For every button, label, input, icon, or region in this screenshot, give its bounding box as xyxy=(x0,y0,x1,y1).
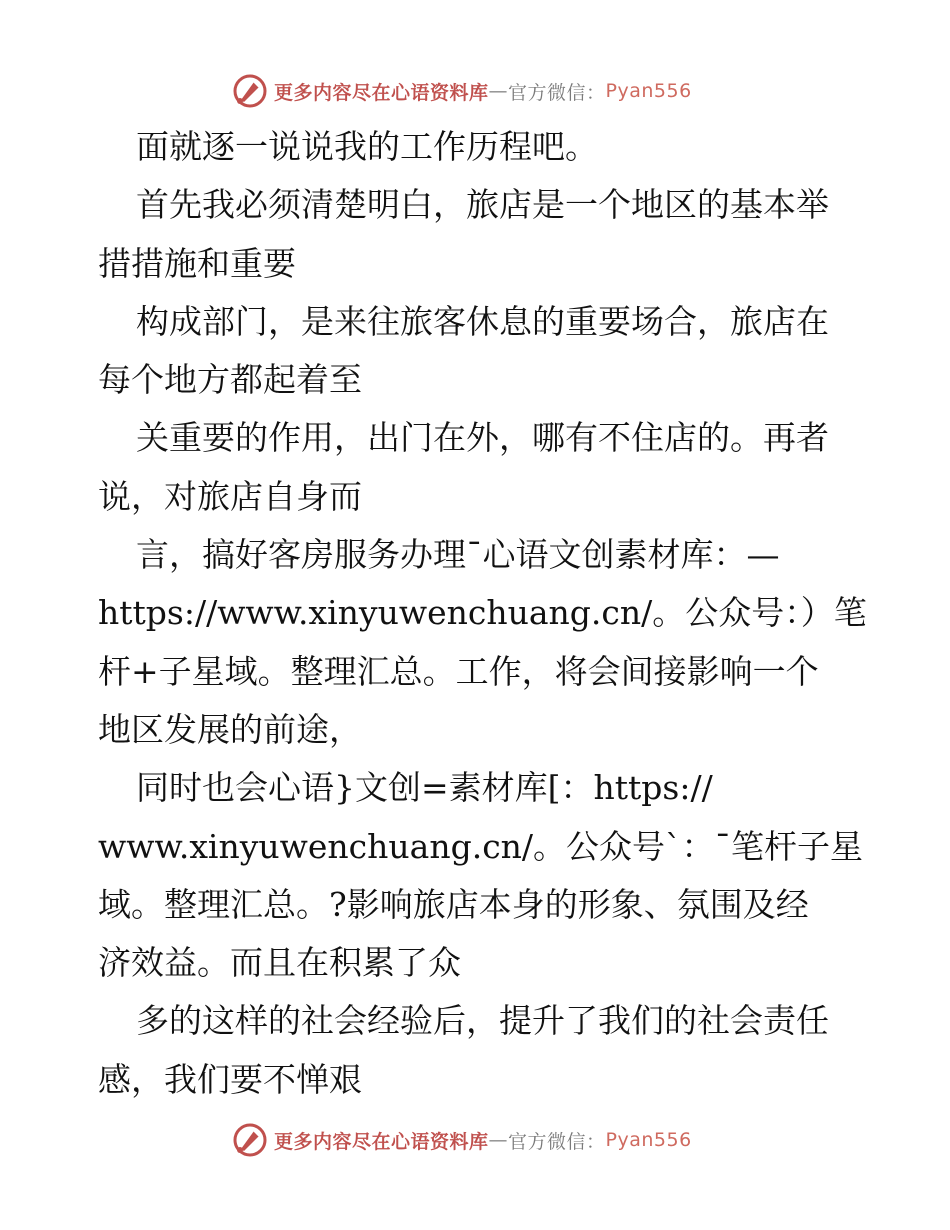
banner-account-id: Pyan556 xyxy=(605,1129,692,1151)
body-line: 多的这样的社会经验后，提升了我们的社会责任 xyxy=(136,1001,829,1041)
banner-brand-text: 更多内容尽在心语资料库 xyxy=(274,81,489,104)
banner-account-id: Pyan556 xyxy=(605,80,692,102)
pen-nib-logo-icon xyxy=(232,1122,268,1158)
banner-official-label: 官方微信： xyxy=(508,1130,606,1153)
document-body xyxy=(98,118,867,1109)
banner-separator: — xyxy=(488,1129,509,1151)
body-line: 说，对旅店自身而 xyxy=(98,476,362,516)
body-line: 面就逐一说说我的工作历程吧。 xyxy=(136,127,598,166)
body-line: https://www.xinyuwenchuang.cn/。公众号：）笔 xyxy=(98,593,867,633)
body-line: 济效益。而且在积累了众 xyxy=(98,943,461,983)
body-line: 措措施和重要 xyxy=(98,243,296,283)
banner-separator: — xyxy=(488,80,509,102)
banner-brand-text: 更多内容尽在心语资料库 xyxy=(274,1130,489,1153)
body-line: 同时也会心语}文创=素材库[：https:// xyxy=(136,768,713,808)
body-line: 地区发展的前途， xyxy=(98,709,362,749)
body-line: 域。整理汇总。?影响旅店本身的形象、氛围及经 xyxy=(98,884,809,924)
banner-official-label: 官方微信： xyxy=(508,81,606,104)
footer-banner xyxy=(232,1120,692,1160)
body-line: 关重要的作用，出门在外，哪有不住店的。再者 xyxy=(136,418,829,458)
body-line: 言，搞好客房服务办理¯心语文创素材库：— xyxy=(136,535,780,575)
pen-nib-logo-icon xyxy=(232,73,268,109)
body-line: 构成部门，是来往旅客休息的重要场合，旅店在 xyxy=(136,301,829,341)
body-line: 每个地方都起着至 xyxy=(98,360,362,400)
body-line: 首先我必须清楚明白，旅店是一个地区的基本举 xyxy=(136,185,829,225)
body-line: 杆+子星域。整理汇总。工作，将会间接影响一个 xyxy=(98,651,819,691)
body-line: www.xinyuwenchuang.cn/。公众号`：¯笔杆子星 xyxy=(98,826,864,866)
header-banner xyxy=(232,71,692,111)
body-line: 感，我们要不惮艰 xyxy=(98,1059,362,1099)
